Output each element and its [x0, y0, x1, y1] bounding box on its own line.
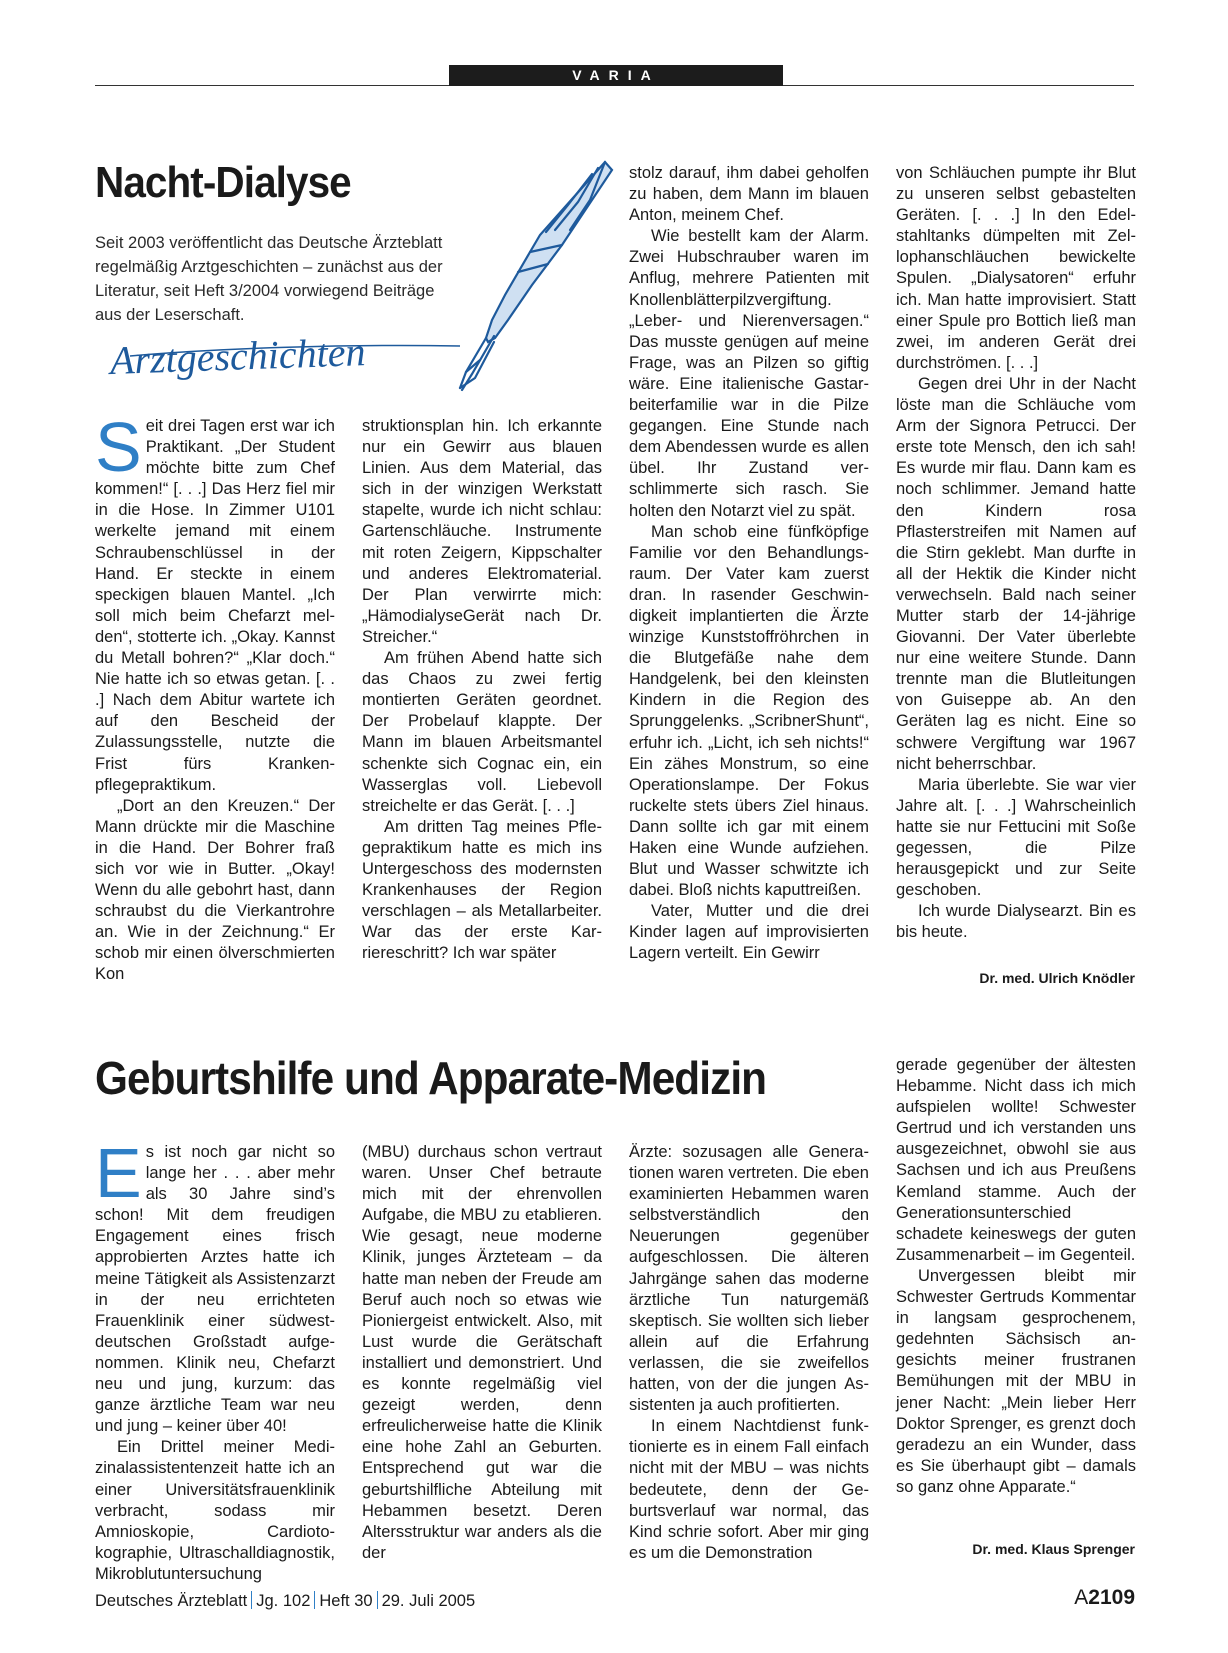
paragraph: Ärzte: sozusagen alle Generationen waren vertreten. Die eben examinierten Hebammen waren selbstverständlich den Neuerungen gegenüber aufgeschlossen. Die älteren Jahrgänge sahen das moderne ärztliche Tun naturgemäß skeptisch. Sie wollten sich lieber allein auf die Erfahrung verlassen, die sie zweifellos hatten, von der die jungen Assistenten ja auch profitierten. — [629, 1143, 869, 1415]
article2-column-2 — [362, 1142, 602, 1564]
page-number-value: 2109 — [1088, 1586, 1135, 1609]
paragraph: Am frühen Abend hatte sich das Chaos zu zwei fertig montierten Geräten geordnet. Der Probelauf klappte. Der Mann im blauen Arbeitsmantel schenkte sich Cognac ein, ein Wasserglas voll. Liebevoll streichelte er das Gerät. [. . .] — [362, 649, 602, 815]
paragraph: Maria überlebte. Sie war vier Jahre alt. [. . .] Wahrscheinlich hatte sie nur Fettucini mit Soße gegessen, die Pilze herausgepickt und zur Seite geschoben. — [896, 775, 1136, 900]
paragraph: s ist noch gar nicht so lange her . . . aber mehr als 30 Jahre sind’s schon! Mit dem freudigen Engagement eines frisch approbierten Arztes hatte ich meine Tätigkeit als Assistenzarzt in der neu errichteten Frauenklinik einer südwestdeutschen Großstadt aufgenommen. Klinik neu, Chefarzt neu und jung, kurzum: das ganze ärztliche Team war neu und jung – keiner über 40! — [95, 1143, 335, 1436]
article1-intro: Seit 2003 veröffentlicht das Deutsche Ärzteblatt regelmäßig Arztgeschichten – zunächst aus der Literatur, seit Heft 3/2004 vorwiegend Beiträge aus der Leserschaft. — [95, 234, 443, 324]
divider — [377, 1591, 378, 1609]
volume: Jg. 102 — [256, 1592, 311, 1610]
article2-title: Geburtshilfe und Apparate-Medizin — [95, 1052, 767, 1104]
article1-column-4 — [896, 163, 1136, 943]
date: 29. Juli 2005 — [381, 1592, 476, 1610]
paragraph: Wie bestellt kam der Alarm. Zwei Hubschrauber waren im Anflug, mehrere Patienten mit Knollenblätterpilzvergiftung. „Leber- und Nierenversagen.“ Das musste genügen auf meine Frage, was an Pilzen so giftig wäre. Eine italienische Gastarbeiterfamilie war in die Pilze gegangen. Eine Stunde nach dem Abendessen wurde es allen übel. Ihr Zustand verschlimmerte sich rasch. Sie holten den Notarzt viel zu spät. — [629, 227, 869, 520]
section-label: VARIA — [449, 65, 783, 86]
paragraph: Gegen drei Uhr in der Nacht löste man die Schläuche vom Arm der Signora Petrucci. Der erste tote Mensch, den ich sah! Es wurde mir flau. Dann kam es noch schlimmer. Jemand hatte den Kindern rosa Pflasterstreifen mit Namen auf die Stirn geklebt. Man durfte in all der Hektik die Kinder nicht verwechseln. Bald nach seiner Mutter starb der 14-jährige Giovanni. Der Vater überlebte nur eine weitere Stunde. Dann trennte man die Blutleitungen von Guiseppe ab. An den Geräten lag es nicht. Eine so schwere Vergiftung war 1967 nicht beherrschbar. — [896, 374, 1136, 773]
divider — [314, 1591, 315, 1609]
footer-citation — [95, 1591, 475, 1611]
dropcap: S — [95, 408, 142, 486]
article2-author: Dr. med. Klaus Sprenger — [972, 1541, 1135, 1557]
dropcap: E — [95, 1134, 142, 1212]
paragraph: Vater, Mutter und die drei Kinder lagen auf improvisierten Lagern verteilt. Ein Gewirr — [629, 902, 869, 963]
article1-column-2 — [362, 416, 602, 964]
issue: Heft 30 — [319, 1592, 373, 1610]
paragraph: gerade gegenüber der ältesten Hebamme. Nicht dass ich mich aufspielen wollte! Schwester Gertrud und ich verstanden uns ausgezeichnet, obwohl sie aus Sachsen und ich aus Preußens Kemland stamme. Auch der Generationsunterschied schadete keineswegs der guten Zusammenarbeit – im Gegenteil. — [896, 1056, 1136, 1264]
article2-column-4 — [896, 1055, 1136, 1498]
article2-column-3 — [629, 1142, 869, 1564]
page-number — [1074, 1586, 1135, 1610]
paragraph: eit drei Tagen erst war ich Praktikant. „Der Student möchte bitte zum Chef kommen!“ [. . .] Das Herz fiel mir in die Hose. In Zimmer U101 werkelte jemand mit einem Schraubenschlüssel in der Hand. Er steckte in einem speckigen blauen Mantel. „Ich soll mich beim Chefarzt melden“, stotterte ich. „Okay. Kannst du Metall bohren?“ „Klar doch.“ Nie hatte ich so etwas getan. [. . .] Nach dem Abitur wartete ich auf den Bescheid der Zulassungsstelle, nutzte die Frist fürs Krankenpflegepraktikum. — [95, 417, 335, 794]
paragraph: von Schläuchen pumpte ihr Blut zu unseren selbst gebastelten Geräten. [. . .] In den Edelstahltanks dümpelten mit Zellophanschläuchen bewickelte Spulen. „Dialysatoren“ erfuhr ich. Man hatte improvisiert. Statt einer Spule pro Bottich ließ man zwei, im anderen Gerät drei durchströmen. [. . .] — [896, 164, 1136, 372]
paragraph: (MBU) durchaus schon vertraut waren. Unser Chef betraute mich mit der ehrenvollen Aufgabe, die MBU zu etablieren. Wie gesagt, neue moderne Klinik, junges Ärzteteam – da hatte man neben der Freude am Beruf auch noch so etwas wie Pioniergeist entwickelt. Also, mit Lust wurde die Gerätschaft installiert und demonstriert. Und es konnte regelmäßig viel gezeigt werden, denn erfreulicherweise hatte die Klinik eine hohe Zahl an Geburten. Entsprechend gut war die geburtshilfliche Abteilung mit Hebammen besetzt. Deren Altersstruktur war anders als die der — [362, 1143, 602, 1562]
paragraph: Man schob eine fünfköpfige Familie vor den Behandlungsraum. Der Vater kam zuerst dran. In rasender Geschwindigkeit implantierten die Ärzte winzige Kunststoffröhrchen in die Blutgefäße nahe dem Handgelenk, bei den kleinsten Kindern in die Region des Sprunggelenks. „ScribnerShunt“, erfuhr ich. „Licht, ich seh nichts!“ Ein zähes Monstrum, so eine Operationslampe. Der Fokus ruckelte stets übers Ziel hinaus. Dann sollte ich gar mit einem Haken eine Wunde aufziehen. Blut und Wasser schwitzte ich dabei. Bloß nichts kaputtreißen. — [629, 522, 869, 900]
paragraph: Am dritten Tag meines Pflegepraktikum hatte es mich ins Untergeschoss des modernsten Krankenhauses der Region verschlagen – als Metallarbeiter. War das der erste Karriereschritt? Ich war später — [362, 817, 602, 963]
paragraph: Ich wurde Dialysearzt. Bin es bis heute. — [896, 902, 1136, 942]
paragraph: Unvergessen bleibt mir Schwester Gertruds Kommentar in langsam gesprochenem, gedehnten Sächsisch angesichts meiner frustranen Bemühungen mit der MBU in jener Nacht: „Mein lieber Herr Doktor Sprenger, es grenzt doch geradezu an ein Wunder, dass es Sie überhaupt gibt – damals so ganz ohne Apparate.“ — [896, 1266, 1136, 1496]
paragraph: struktionsplan hin. Ich erkannte nur ein Gewirr aus blauen Linien. Aus dem Material, das sich in der winzigen Werkstatt stapelte, wurde ich nicht schlau: Gartenschläuche. Instrumente mit roten Zeigern, Kippschalter und anderes Elektromaterial. Der Plan verwirrte mich: „HämodialyseGerät nach Dr. Streicher.“ — [362, 417, 602, 646]
logo-text: Arztgeschichten — [109, 329, 367, 383]
journal-name: Deutsches Ärzteblatt — [95, 1592, 248, 1610]
divider — [251, 1591, 252, 1609]
article1-column-1 — [95, 408, 335, 986]
paragraph: „Dort an den Kreuzen.“ Der Mann drückte mir die Maschine in die Hand. Der Bohrer fraß sich vor wie in Butter. „Okay! Wenn du alle gebohrt hast, dann schraubst du die Vierkantrohre an. Wie in der Zeichnung.“ Er schob mir einen ölverschmierten Kon — [95, 796, 335, 984]
article1-column-3 — [629, 163, 869, 965]
article1-title: Nacht-Dialyse — [95, 158, 351, 207]
article1-author: Dr. med. Ulrich Knödler — [979, 970, 1135, 986]
article2-column-1 — [95, 1134, 335, 1585]
page-prefix: A — [1074, 1586, 1089, 1609]
paragraph: Ein Drittel meiner Medizinalassistentenzeit hatte ich an einer Universitätsfrauenklinik verbracht, sodass mir Amnioskopie, Cardiotokographie, Ultraschalldiagnostik, Mikroblutuntersuchung — [95, 1438, 335, 1583]
paragraph: stolz darauf, ihm dabei geholfen zu haben, dem Mann im blauen Anton, meinem Chef. — [629, 164, 869, 225]
paragraph: In einem Nachtdienst funktionierte es in einem Fall einfach nicht mit der MBU – was nichts bedeutete, denn der Geburtsverlauf war normal, das Kind schrie sofort. Aber mir ging es um die Demonstration — [629, 1417, 869, 1562]
